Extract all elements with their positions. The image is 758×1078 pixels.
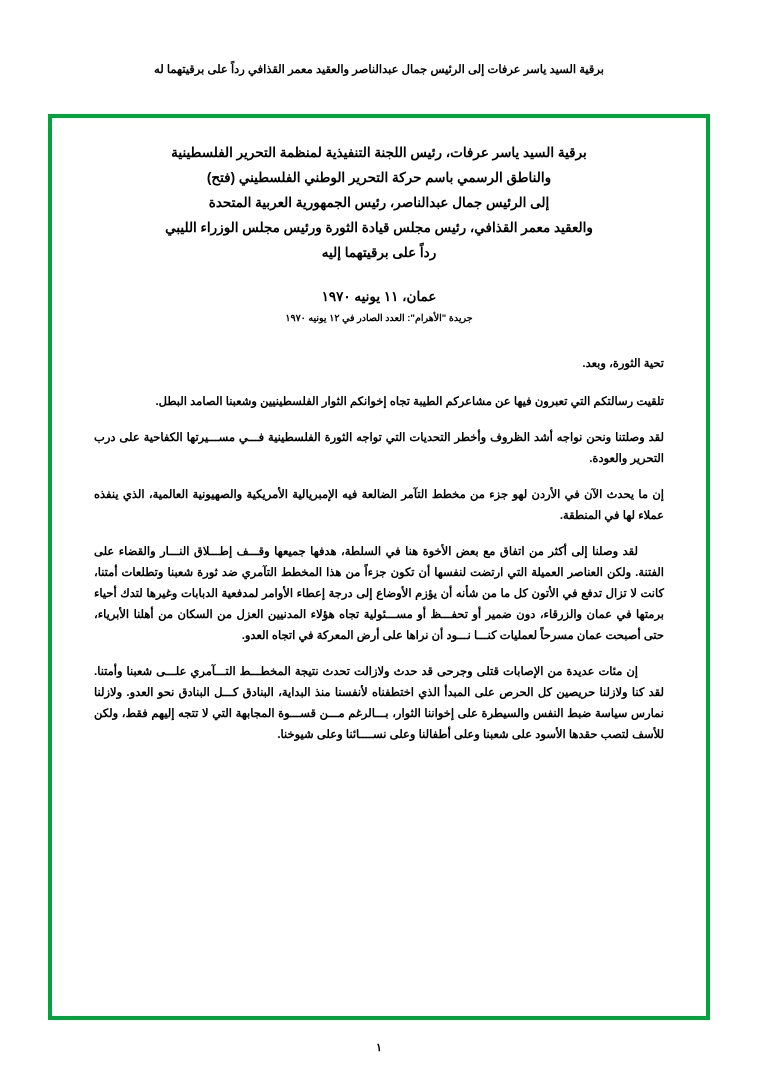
running-header: برقية السيد ياسر عرفات إلى الرئيس جمال عبدالناصر والعقيد معمر القذافي رداً على برقيتهما له — [154, 64, 604, 76]
source-note: جريدة "الأهرام": العدد الصادر في ١٢ يونيه ١٩٧٠ — [285, 313, 473, 324]
title-line-5: رداً على برقيتهما إليه — [321, 245, 437, 260]
paragraph-4: لقد وصلنا إلى أكثر من اتفاق مع بعض الأخوة هنا في السلطة، هدفها جميعها وقـــف إطـــلاق النـــار والقضاء على الفتنة. ولكن العناصر العميلة التي ارتضت لنفسها أن تكون جزءاً من هذا المخطط التآمري ضد ثورة شعبنا وتطلعات أمتنا، كانت لا تزال تدفع في الأتون كل ما من شأنه أن يؤزم الأوضاع إلى درجة إعطاء الأوامر لمدفعية الدبابات وغيرها لتدك أحياء برمتها في عمان والزرقاء، دون ضمير أو تحفـــظ أو مســـئولية تجاه هؤلاء المدنيين العزل من السكان من أهلنا الأبرياء، حتى أصبحت عمان مسرحاً لعمليات كنـــا نـــود أن نراها على أرض المعركة في اتجاه العدو. — [94, 546, 664, 642]
document-title — [94, 140, 664, 265]
title-line-1: برقية السيد ياسر عرفات، رئيس اللجنة التنفيذية لمنظمة التحرير الفلسطينية — [171, 145, 587, 160]
page-number: ١ — [376, 1042, 382, 1054]
paragraph-1: تلقيت رسالتكم التي تعبرون فيها عن مشاعركم الطيبة تجاه إخوانكم الثوار الفلسطينيين وشعبنا الصامد البطل. — [155, 396, 664, 408]
green-border-frame — [48, 114, 710, 1020]
letter-body — [94, 354, 664, 746]
paragraph-3: إن ما يحدث الآن في الأردن لهو جزء من مخطط التآمر الضالعة فيه الإمبريالية الأمريكية والصهيونية العالمية، الذي ينفذه عملاء لها في المنطقة. — [94, 489, 664, 522]
title-line-4: والعقيد معمر القذافي، رئيس مجلس قيادة الثورة ورئيس مجلس الوزراء الليبي — [165, 220, 593, 235]
document-content — [94, 140, 664, 1006]
paragraph-greeting: تحية الثورة، وبعد. — [582, 358, 664, 370]
place-and-date: عمان، ١١ يونيه ١٩٧٠ — [321, 289, 437, 304]
title-line-2: والناطق الرسمي باسم حركة التحرير الوطني الفلسطيني (فتح) — [206, 170, 552, 185]
paragraph-2: لقد وصلتنا ونحن نواجه أشد الظروف وأخطر التحديات التي تواجه الثورة الفلسطينية فـــي مســـيرتها الكفاحية على درب التحرير والعودة. — [94, 432, 664, 465]
paragraph-5: إن مئات عديدة من الإصابات قتلى وجرحى قد حدث ولازالت تحدث نتيجة المخطـــط التـــآمري علـــى شعبنا وأمتنا. لقد كنا ولازلنا حريصين كل الحرص على المبدأ الذي اختطفناه لأنفسنا منذ البداية، البنادق كـــل البنادق نحو العدو. ولازلنا نمارس سياسة ضبط النفس والسيطرة على إخواننا الثوار، بـــالرغم مـــن قســـوة المجابهة التي لا تتجه إليهم فقط، ولكن للأسف لتصب حقدها الأسود على شعبنا وعلى أطفالنا وعلى نســــائنا وعلى شيوخنا. — [94, 666, 664, 741]
title-line-3: إلى الرئيس جمال عبدالناصر، رئيس الجمهورية العربية المتحدة — [208, 195, 550, 210]
